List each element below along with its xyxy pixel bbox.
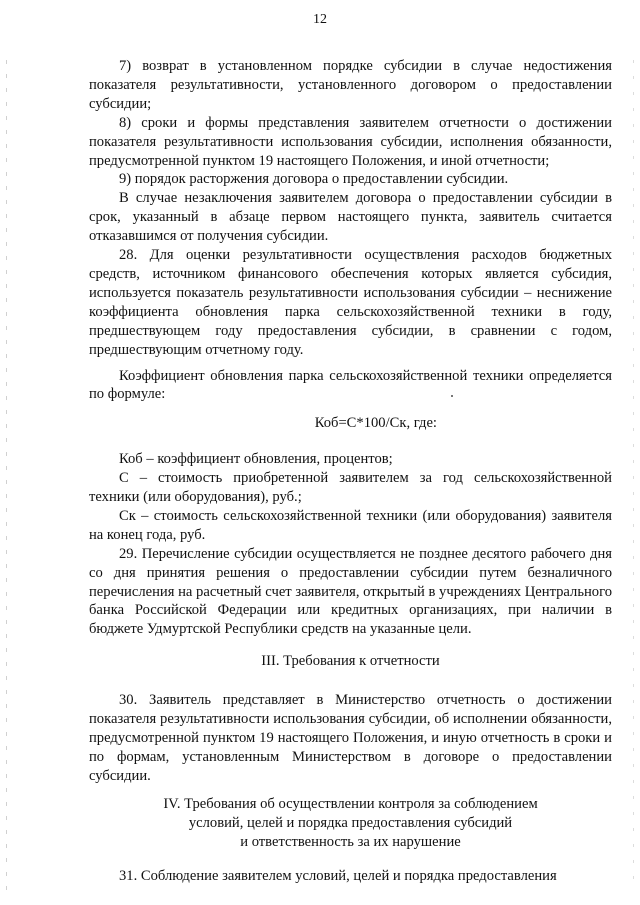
refusal-paragraph: В случае незаключения заявителем договора о предоставлении субсидии в срок, указанный в абзаце первом настоящего пункта, заявитель считается отказавшимся от получения субсидии. [89, 190, 612, 245]
list-item-9: 9) порядок расторжения договора о предоставлении субсидии. [119, 171, 509, 188]
list-item-7: 7) возврат в установленном порядке субсидии в случае недостижения показателя результативности, установленного договором о предоставлении субсидии; [89, 58, 612, 112]
definition-kob: Коб – коэффициент обновления, процентов; [119, 451, 393, 468]
formula: Коб=С*100/Ск, где: [314, 415, 437, 432]
section-4-heading-line-2: условий, целей и порядка предоставления субсидий [188, 814, 513, 831]
section-4-heading-line-1: IV. Требования об осуществлении контроля за соблюдением [163, 795, 538, 812]
formula-intro: Коэффициент обновления парка сельскохозяйственной техники определяется по формуле: [89, 367, 612, 403]
paragraph-31: 31. Соблюдение заявителем условий, целей и порядка предоставления [119, 868, 557, 885]
definition-ck: Ск – стоимость сельскохозяйственной техники (или оборудования) заявителя на конец года, руб. [89, 507, 612, 543]
paragraph-29: 29. Перечисление субсидии осуществляется не позднее десятого рабочего дня со дня принятия решения о предоставлении субсидии путем безналичного перечисления на расчетный счет заявителя, открытый в учреждениях Центрального банка Российской Федерации или кредитных организациях, при наличии в бюджете Удмуртской Республики средств на указанные цели. [89, 545, 612, 638]
scan-dot [451, 395, 453, 397]
scan-edge-left [6, 60, 7, 890]
document-body [89, 57, 612, 886]
section-3-heading: III. Требования к отчетности [261, 653, 440, 670]
paragraph-28: 28. Для оценки результативности осуществления расходов бюджетных средств, источником финансового обеспечения которых является субсидия, используется показатель результативности использования субсидии – неснижение коэффициента обновления парка сельскохозяйственной техники в году, предшествующем году предоставления субсидии, в сравнении с годом, предшествующим отчетному году. [89, 247, 612, 358]
definition-c: С – стоимость приобретенной заявителем за год сельскохозяйственной техники (или оборудования), руб.; [89, 470, 612, 506]
scan-edge-right [633, 60, 634, 890]
page-number: 12 [313, 12, 327, 27]
paragraph-30: 30. Заявитель представляет в Министерство отчетность о достижении показателя результативности использования субсидии, об исполнении обязанности, предусмотренной пунктом 19 настоящего Положения, и иную отчетность в сроки и по формам, установленным Министерством в договоре о предоставлении субсидии. [89, 692, 612, 784]
list-item-8: 8) сроки и формы представления заявителем отчетности о достижении показателя результативности использования субсидии, исполнения обязанности, предусмотренной пунктом 19 настоящего Положения, и иной отчетности; [89, 114, 612, 169]
section-4-heading [89, 795, 612, 852]
section-4-heading-line-3: и ответственность за их нарушение [240, 833, 461, 850]
